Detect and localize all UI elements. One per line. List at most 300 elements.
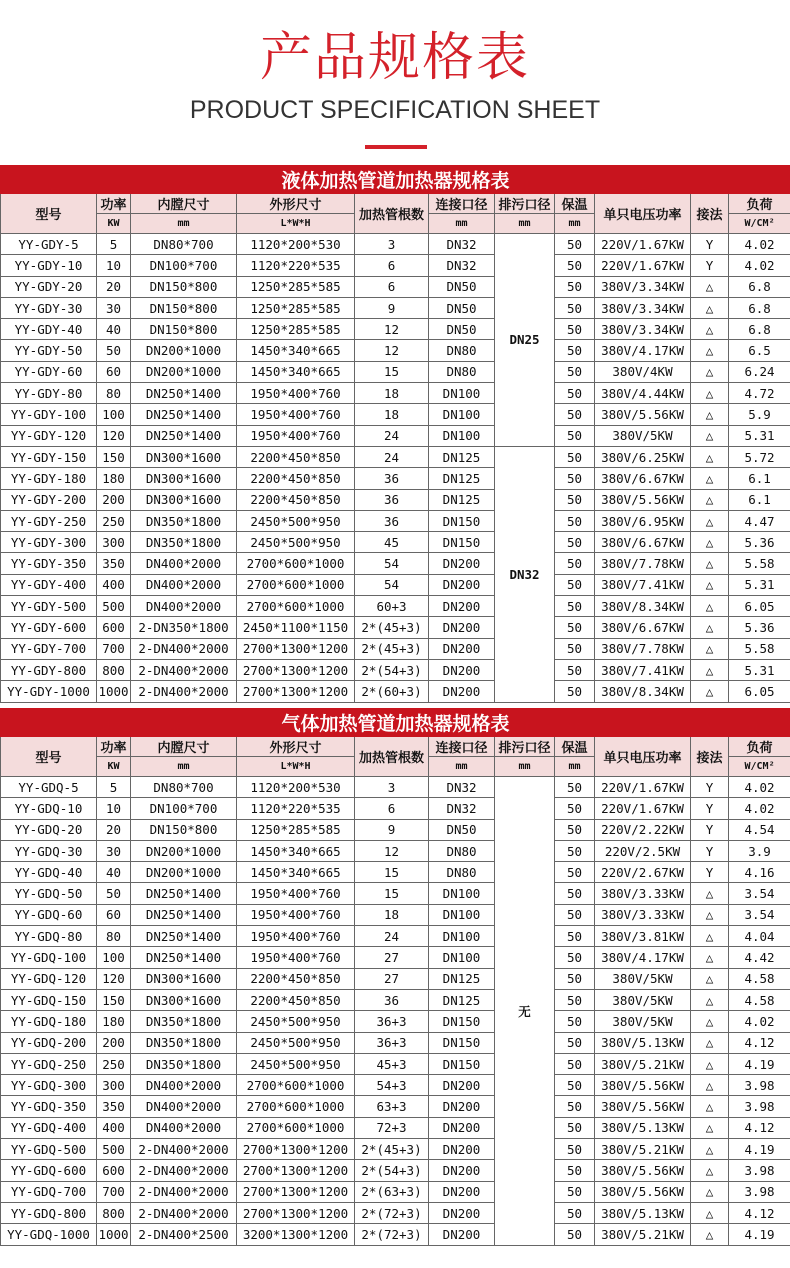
cell-voltage: 380V/5.21KW xyxy=(595,1224,691,1245)
cell-voltage: 380V/6.67KW xyxy=(595,532,691,553)
cell-inlet: DN32 xyxy=(429,234,495,255)
cell-model: YY-GDQ-1000 xyxy=(1,1224,97,1245)
table-row xyxy=(1,1096,790,1117)
cell-insulation: 50 xyxy=(555,617,595,638)
cell-tubes: 45+3 xyxy=(355,1053,429,1074)
cell-tubes: 18 xyxy=(355,383,429,404)
cell-inlet: DN32 xyxy=(429,255,495,276)
cell-bore: DN350*1800 xyxy=(131,510,237,531)
cell-voltage: 380V/3.34KW xyxy=(595,319,691,340)
cell-model: YY-GDQ-80 xyxy=(1,926,97,947)
cell-voltage: 380V/7.41KW xyxy=(595,574,691,595)
cell-insulation: 50 xyxy=(555,489,595,510)
cell-tubes: 36 xyxy=(355,989,429,1010)
cell-wiring: △ xyxy=(691,297,729,318)
cell-voltage: 380V/6.95KW xyxy=(595,510,691,531)
cell-load: 4.72 xyxy=(729,383,790,404)
table-row xyxy=(1,1202,790,1223)
table-row xyxy=(1,1075,790,1096)
cell-model: YY-GDQ-250 xyxy=(1,1053,97,1074)
gas-spec-table xyxy=(0,708,790,1246)
cell-model: YY-GDY-200 xyxy=(1,489,97,510)
table-row xyxy=(1,425,790,446)
cell-model: YY-GDY-10 xyxy=(1,255,97,276)
cell-load: 4.58 xyxy=(729,989,790,1010)
cell-model: YY-GDY-5 xyxy=(1,234,97,255)
cell-bore: 2-DN400*2000 xyxy=(131,681,237,702)
cell-bore: DN100*700 xyxy=(131,798,237,819)
col-header-model: 型号 xyxy=(1,737,97,777)
cell-voltage: 380V/7.78KW xyxy=(595,638,691,659)
cell-tubes: 12 xyxy=(355,840,429,861)
cell-power: 500 xyxy=(97,596,131,617)
cell-bore: DN250*1400 xyxy=(131,883,237,904)
cell-model: YY-GDY-40 xyxy=(1,319,97,340)
cell-power: 5 xyxy=(97,777,131,798)
table-row xyxy=(1,489,790,510)
cell-wiring: △ xyxy=(691,947,729,968)
cell-voltage: 380V/8.34KW xyxy=(595,596,691,617)
cell-drain-merged: 无 xyxy=(495,777,555,1246)
cell-bore: DN400*2000 xyxy=(131,1075,237,1096)
cell-model: YY-GDQ-400 xyxy=(1,1117,97,1138)
unit-load: W/CM² xyxy=(729,757,790,777)
cell-outer: 2200*450*850 xyxy=(237,446,355,467)
cell-load: 4.19 xyxy=(729,1224,790,1245)
cell-voltage: 380V/6.25KW xyxy=(595,446,691,467)
cell-power: 80 xyxy=(97,926,131,947)
cell-wiring: △ xyxy=(691,1075,729,1096)
cell-power: 40 xyxy=(97,319,131,340)
cell-insulation: 50 xyxy=(555,681,595,702)
table-row xyxy=(1,1181,790,1202)
cell-wiring: △ xyxy=(691,1160,729,1181)
cell-voltage: 380V/5.56KW xyxy=(595,1096,691,1117)
table-row xyxy=(1,1011,790,1032)
cell-tubes: 3 xyxy=(355,777,429,798)
cell-bore: DN150*800 xyxy=(131,319,237,340)
unit-power: KW xyxy=(97,214,131,234)
cell-inlet: DN200 xyxy=(429,1202,495,1223)
cell-outer: 1950*400*760 xyxy=(237,425,355,446)
cell-power: 350 xyxy=(97,1096,131,1117)
cell-bore: 2-DN400*2000 xyxy=(131,1202,237,1223)
unit-drain: mm xyxy=(495,757,555,777)
cell-inlet: DN100 xyxy=(429,883,495,904)
page-subtitle: PRODUCT SPECIFICATION SHEET xyxy=(189,96,601,124)
cell-outer: 1250*285*585 xyxy=(237,276,355,297)
cell-load: 5.36 xyxy=(729,532,790,553)
cell-insulation: 50 xyxy=(555,777,595,798)
cell-voltage: 380V/5KW xyxy=(595,989,691,1010)
cell-wiring: △ xyxy=(691,681,729,702)
cell-bore: DN300*1600 xyxy=(131,968,237,989)
table-row xyxy=(1,276,790,297)
cell-load: 5.72 xyxy=(729,446,790,467)
cell-insulation: 50 xyxy=(555,968,595,989)
cell-model: YY-GDY-300 xyxy=(1,532,97,553)
cell-outer: 2200*450*850 xyxy=(237,968,355,989)
cell-insulation: 50 xyxy=(555,862,595,883)
table-row xyxy=(1,340,790,361)
col-header-insulation: 保温 xyxy=(555,194,595,214)
cell-inlet: DN150 xyxy=(429,1011,495,1032)
cell-voltage: 380V/5.56KW xyxy=(595,1160,691,1181)
cell-tubes: 2*(72+3) xyxy=(355,1202,429,1223)
cell-power: 200 xyxy=(97,489,131,510)
col-header-bore: 内膛尺寸 xyxy=(131,194,237,214)
cell-load: 4.12 xyxy=(729,1202,790,1223)
cell-load: 6.5 xyxy=(729,340,790,361)
cell-power: 700 xyxy=(97,1181,131,1202)
cell-insulation: 50 xyxy=(555,255,595,276)
cell-model: YY-GDY-1000 xyxy=(1,681,97,702)
cell-inlet: DN125 xyxy=(429,446,495,467)
cell-load: 6.8 xyxy=(729,276,790,297)
cell-insulation: 50 xyxy=(555,596,595,617)
col-header-wiring: 接法 xyxy=(691,194,729,234)
cell-model: YY-GDQ-30 xyxy=(1,840,97,861)
table-row xyxy=(1,947,790,968)
cell-tubes: 2*(54+3) xyxy=(355,1160,429,1181)
table-row xyxy=(1,617,790,638)
cell-load: 6.05 xyxy=(729,681,790,702)
cell-wiring: Y xyxy=(691,819,729,840)
cell-bore: DN200*1000 xyxy=(131,840,237,861)
cell-load: 3.98 xyxy=(729,1075,790,1096)
unit-insulation: mm xyxy=(555,757,595,777)
table-row xyxy=(1,1160,790,1181)
cell-wiring: △ xyxy=(691,532,729,553)
cell-tubes: 24 xyxy=(355,446,429,467)
cell-tubes: 54 xyxy=(355,574,429,595)
cell-inlet: DN80 xyxy=(429,862,495,883)
cell-insulation: 50 xyxy=(555,638,595,659)
cell-inlet: DN200 xyxy=(429,1224,495,1245)
cell-tubes: 24 xyxy=(355,425,429,446)
cell-wiring: Y xyxy=(691,840,729,861)
cell-load: 5.31 xyxy=(729,574,790,595)
cell-load: 4.02 xyxy=(729,798,790,819)
cell-power: 150 xyxy=(97,989,131,1010)
cell-tubes: 27 xyxy=(355,947,429,968)
cell-load: 4.54 xyxy=(729,819,790,840)
unit-outer: L*W*H xyxy=(237,757,355,777)
cell-power: 30 xyxy=(97,840,131,861)
table-row xyxy=(1,681,790,702)
cell-power: 600 xyxy=(97,617,131,638)
cell-tubes: 15 xyxy=(355,883,429,904)
cell-power: 400 xyxy=(97,1117,131,1138)
cell-bore: 2-DN400*2000 xyxy=(131,1139,237,1160)
cell-model: YY-GDQ-700 xyxy=(1,1181,97,1202)
table-row xyxy=(1,1139,790,1160)
cell-model: YY-GDQ-800 xyxy=(1,1202,97,1223)
cell-model: YY-GDQ-150 xyxy=(1,989,97,1010)
table-row xyxy=(1,819,790,840)
cell-inlet: DN200 xyxy=(429,574,495,595)
cell-voltage: 380V/3.34KW xyxy=(595,297,691,318)
cell-outer: 1250*285*585 xyxy=(237,319,355,340)
cell-insulation: 50 xyxy=(555,383,595,404)
cell-drain-merged: DN25 xyxy=(495,234,555,447)
cell-load: 3.54 xyxy=(729,883,790,904)
cell-power: 120 xyxy=(97,968,131,989)
cell-wiring: △ xyxy=(691,425,729,446)
cell-tubes: 24 xyxy=(355,926,429,947)
table-row xyxy=(1,926,790,947)
cell-outer: 2700*1300*1200 xyxy=(237,681,355,702)
cell-insulation: 50 xyxy=(555,989,595,1010)
cell-model: YY-GDY-120 xyxy=(1,425,97,446)
cell-power: 100 xyxy=(97,404,131,425)
cell-model: YY-GDY-700 xyxy=(1,638,97,659)
cell-bore: 2-DN400*2000 xyxy=(131,1181,237,1202)
unit-load: W/CM² xyxy=(729,214,790,234)
cell-tubes: 12 xyxy=(355,340,429,361)
cell-insulation: 50 xyxy=(555,947,595,968)
cell-bore: DN80*700 xyxy=(131,777,237,798)
table-row xyxy=(1,532,790,553)
cell-model: YY-GDY-500 xyxy=(1,596,97,617)
table-row xyxy=(1,798,790,819)
cell-voltage: 380V/5.13KW xyxy=(595,1032,691,1053)
cell-wiring: Y xyxy=(691,798,729,819)
cell-model: YY-GDQ-600 xyxy=(1,1160,97,1181)
cell-outer: 1450*340*665 xyxy=(237,862,355,883)
cell-tubes: 6 xyxy=(355,276,429,297)
cell-model: YY-GDY-600 xyxy=(1,617,97,638)
cell-tubes: 6 xyxy=(355,798,429,819)
cell-outer: 1950*400*760 xyxy=(237,883,355,904)
table-row xyxy=(1,1224,790,1245)
cell-wiring: Y xyxy=(691,862,729,883)
cell-model: YY-GDQ-300 xyxy=(1,1075,97,1096)
cell-bore: DN300*1600 xyxy=(131,446,237,467)
col-header-voltage: 单只电压功率 xyxy=(595,737,691,777)
cell-outer: 1120*220*535 xyxy=(237,798,355,819)
cell-bore: DN200*1000 xyxy=(131,862,237,883)
cell-insulation: 50 xyxy=(555,234,595,255)
cell-voltage: 380V/5.21KW xyxy=(595,1053,691,1074)
cell-power: 150 xyxy=(97,446,131,467)
col-header-inlet: 连接口径 xyxy=(429,737,495,757)
cell-insulation: 50 xyxy=(555,1032,595,1053)
cell-tubes: 54+3 xyxy=(355,1075,429,1096)
cell-outer: 1950*400*760 xyxy=(237,383,355,404)
cell-outer: 2700*1300*1200 xyxy=(237,1202,355,1223)
cell-outer: 1450*340*665 xyxy=(237,840,355,861)
cell-wiring: △ xyxy=(691,968,729,989)
cell-bore: DN350*1800 xyxy=(131,1053,237,1074)
cell-power: 600 xyxy=(97,1160,131,1181)
table-row xyxy=(1,297,790,318)
cell-wiring: △ xyxy=(691,1139,729,1160)
col-header-power: 功率 xyxy=(97,194,131,214)
cell-inlet: DN200 xyxy=(429,596,495,617)
table-row xyxy=(1,319,790,340)
cell-load: 6.1 xyxy=(729,489,790,510)
cell-insulation: 50 xyxy=(555,1096,595,1117)
cell-insulation: 50 xyxy=(555,904,595,925)
cell-model: YY-GDY-60 xyxy=(1,361,97,382)
cell-tubes: 15 xyxy=(355,361,429,382)
table-row xyxy=(1,840,790,861)
cell-tubes: 45 xyxy=(355,532,429,553)
cell-tubes: 2*(45+3) xyxy=(355,638,429,659)
cell-bore: DN100*700 xyxy=(131,255,237,276)
cell-wiring: △ xyxy=(691,404,729,425)
cell-wiring: △ xyxy=(691,989,729,1010)
col-header-insulation: 保温 xyxy=(555,737,595,757)
cell-inlet: DN50 xyxy=(429,297,495,318)
cell-bore: DN250*1400 xyxy=(131,926,237,947)
cell-inlet: DN80 xyxy=(429,340,495,361)
cell-voltage: 380V/5.56KW xyxy=(595,1181,691,1202)
cell-inlet: DN200 xyxy=(429,1160,495,1181)
cell-tubes: 15 xyxy=(355,862,429,883)
cell-tubes: 2*(45+3) xyxy=(355,617,429,638)
cell-outer: 2700*600*1000 xyxy=(237,1117,355,1138)
cell-load: 4.02 xyxy=(729,255,790,276)
cell-load: 4.02 xyxy=(729,777,790,798)
cell-power: 60 xyxy=(97,904,131,925)
col-header-drain: 排污口径 xyxy=(495,194,555,214)
cell-bore: 2-DN400*2500 xyxy=(131,1224,237,1245)
cell-voltage: 380V/5.56KW xyxy=(595,404,691,425)
cell-bore: DN300*1600 xyxy=(131,468,237,489)
table-header-row xyxy=(1,194,790,214)
table-row xyxy=(1,1032,790,1053)
table-row xyxy=(1,862,790,883)
cell-model: YY-GDY-100 xyxy=(1,404,97,425)
cell-insulation: 50 xyxy=(555,1224,595,1245)
cell-tubes: 9 xyxy=(355,819,429,840)
cell-voltage: 380V/7.78KW xyxy=(595,553,691,574)
cell-power: 180 xyxy=(97,1011,131,1032)
cell-inlet: DN200 xyxy=(429,1096,495,1117)
cell-tubes: 60+3 xyxy=(355,596,429,617)
cell-insulation: 50 xyxy=(555,1139,595,1160)
cell-power: 5 xyxy=(97,234,131,255)
unit-power: KW xyxy=(97,757,131,777)
table-banner-title: 液体加热管道加热器规格表 xyxy=(1,166,790,194)
cell-power: 100 xyxy=(97,947,131,968)
cell-inlet: DN200 xyxy=(429,617,495,638)
cell-load: 3.9 xyxy=(729,840,790,861)
cell-tubes: 36 xyxy=(355,489,429,510)
cell-insulation: 50 xyxy=(555,1117,595,1138)
cell-inlet: DN32 xyxy=(429,777,495,798)
cell-voltage: 380V/3.33KW xyxy=(595,883,691,904)
cell-power: 300 xyxy=(97,532,131,553)
unit-inlet: mm xyxy=(429,757,495,777)
cell-bore: DN250*1400 xyxy=(131,425,237,446)
cell-insulation: 50 xyxy=(555,468,595,489)
cell-model: YY-GDQ-60 xyxy=(1,904,97,925)
cell-wiring: △ xyxy=(691,1011,729,1032)
cell-bore: 2-DN350*1800 xyxy=(131,617,237,638)
unit-insulation: mm xyxy=(555,214,595,234)
cell-wiring: △ xyxy=(691,1117,729,1138)
cell-inlet: DN50 xyxy=(429,819,495,840)
table-banner xyxy=(1,166,790,194)
cell-bore: 2-DN400*2000 xyxy=(131,659,237,680)
cell-power: 250 xyxy=(97,510,131,531)
cell-power: 300 xyxy=(97,1075,131,1096)
cell-inlet: DN200 xyxy=(429,659,495,680)
cell-voltage: 380V/7.41KW xyxy=(595,659,691,680)
cell-wiring: △ xyxy=(691,383,729,404)
cell-load: 6.05 xyxy=(729,596,790,617)
cell-inlet: DN125 xyxy=(429,489,495,510)
cell-load: 4.16 xyxy=(729,862,790,883)
cell-voltage: 220V/1.67KW xyxy=(595,234,691,255)
cell-voltage: 380V/5KW xyxy=(595,1011,691,1032)
cell-load: 3.98 xyxy=(729,1160,790,1181)
table-row xyxy=(1,968,790,989)
cell-wiring: △ xyxy=(691,659,729,680)
cell-voltage: 380V/5.13KW xyxy=(595,1202,691,1223)
cell-wiring: △ xyxy=(691,1032,729,1053)
cell-voltage: 220V/1.67KW xyxy=(595,798,691,819)
cell-outer: 1120*200*530 xyxy=(237,234,355,255)
cell-bore: DN300*1600 xyxy=(131,489,237,510)
cell-inlet: DN150 xyxy=(429,1032,495,1053)
cell-load: 4.47 xyxy=(729,510,790,531)
cell-model: YY-GDQ-20 xyxy=(1,819,97,840)
cell-voltage: 380V/5.56KW xyxy=(595,1075,691,1096)
cell-bore: DN150*800 xyxy=(131,276,237,297)
cell-model: YY-GDQ-120 xyxy=(1,968,97,989)
cell-outer: 1250*285*585 xyxy=(237,297,355,318)
cell-wiring: △ xyxy=(691,553,729,574)
cell-power: 80 xyxy=(97,383,131,404)
cell-bore: DN350*1800 xyxy=(131,532,237,553)
table-row xyxy=(1,446,790,467)
cell-outer: 2700*1300*1200 xyxy=(237,638,355,659)
cell-model: YY-GDQ-200 xyxy=(1,1032,97,1053)
cell-voltage: 220V/1.67KW xyxy=(595,777,691,798)
cell-tubes: 63+3 xyxy=(355,1096,429,1117)
cell-voltage: 380V/4KW xyxy=(595,361,691,382)
cell-insulation: 50 xyxy=(555,1011,595,1032)
cell-outer: 1950*400*760 xyxy=(237,904,355,925)
cell-inlet: DN100 xyxy=(429,904,495,925)
cell-outer: 2700*600*1000 xyxy=(237,553,355,574)
cell-bore: DN150*800 xyxy=(131,819,237,840)
cell-voltage: 380V/4.17KW xyxy=(595,340,691,361)
cell-insulation: 50 xyxy=(555,926,595,947)
cell-bore: DN400*2000 xyxy=(131,1117,237,1138)
cell-insulation: 50 xyxy=(555,276,595,297)
cell-outer: 2700*1300*1200 xyxy=(237,1160,355,1181)
cell-outer: 2450*500*950 xyxy=(237,1032,355,1053)
cell-model: YY-GDY-80 xyxy=(1,383,97,404)
cell-wiring: △ xyxy=(691,319,729,340)
cell-inlet: DN150 xyxy=(429,1053,495,1074)
cell-inlet: DN100 xyxy=(429,425,495,446)
cell-model: YY-GDQ-50 xyxy=(1,883,97,904)
col-header-voltage: 单只电压功率 xyxy=(595,194,691,234)
cell-insulation: 50 xyxy=(555,404,595,425)
cell-bore: DN250*1400 xyxy=(131,404,237,425)
cell-outer: 1950*400*760 xyxy=(237,926,355,947)
cell-voltage: 380V/5.21KW xyxy=(595,1139,691,1160)
cell-bore: DN400*2000 xyxy=(131,1096,237,1117)
cell-tubes: 3 xyxy=(355,234,429,255)
table-row xyxy=(1,404,790,425)
